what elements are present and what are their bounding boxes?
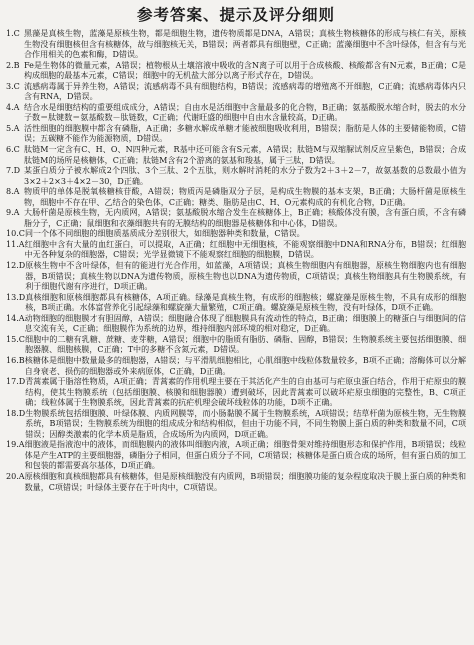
answer-text: 核糖体是细胞中数量最多的细胞器，A错误；与平滑肌细胞相比，心肌细胞中线粒体数量较多，B项不正确；溶酶体可以分解自身衰老、损伤的细胞器或外来病原体，C正确，D正确。 (24, 355, 466, 376)
answer-number: 8.A (6, 187, 20, 197)
answer-item (6, 82, 466, 103)
answer-item (6, 61, 466, 82)
answer-item (6, 472, 466, 493)
answer-number: 3.C (6, 81, 20, 91)
answer-number: 9.A (6, 208, 20, 218)
answer-number: 19.A (6, 440, 25, 450)
answer-number: 4.A (6, 102, 20, 112)
answer-text: 原核生物中不含叶绿体，但有的能进行光合作用，如蓝藻，A项错误；真核生物细胞内有细胞器，原核生物细胞内也有细胞器，B项错误；真核生物以DNA为遗传物质，原核生物也以DNA为遗传物质，C项错误；真核生物细胞具有生物膜系统，有利于细胞代谢有序进行，D项正确。 (25, 261, 466, 292)
answer-number: 11.A (6, 239, 25, 249)
answer-text: 大肠杆菌是原核生物，无内质网，A错误；氨基酸脱水缩合发生在核糖体上，B正确；核酸体没有膜，含有蛋白质，不含有磷脂分子，C正确；鼠细胞和衣藻细胞共有的无膜结构的细胞器是核糖体和中心体，D错误。 (24, 208, 466, 228)
answer-item (6, 187, 466, 208)
answer-text: 同一个体不同细胞的细胞质基质成分差别很大，如细胞器种类和数量，C错误。 (24, 229, 305, 239)
answer-number: 5.A (6, 123, 20, 133)
answer-number: 6.C (6, 145, 20, 155)
answer-text: 动物细胞的细胞膜才有胆固醇，A错误；细胞融合体现了细胞膜具有流动性的特点，B正确；细胞膜上的糖蛋白与细胞间的信息交流有关，C正确；细胞膜作为系统的边界，维持细胞内部环境的相对稳定，D正确。 (24, 313, 466, 334)
answer-text: 结合水是细胞结构的重要组成成分，A错误；自由水是活细胞中含量最多的化合物，B正确；氨基酸脱水缩合时，脱去的水分子数＝肽键数＝氨基酸数－肽链数，C正确；代谢旺盛的细胞中自由水含量较高，D正确。 (24, 102, 466, 123)
answer-item (6, 240, 466, 261)
answer-text: 某蛋白质分子被水解成2个四肽、3个三肽、2个五肽，则水解时消耗的水分子数为2＋3＋2－7，故氨基数的总数最小值为3×2＋2×3＋4×2－30，D正确。 (24, 166, 466, 186)
answer-item (6, 208, 466, 229)
answer-text: 细胞液是指液泡中的液体，而细胞膜内的液体叫细胞内液，A项正确；细胞骨架对维持细胞形态和保护作用，B项错误；线粒体是产生ATP的主要细胞器，磷脂分子相同，但蛋白质分子不同，C项错误；核糖体是蛋白质合成的场所，但有蛋白质的加工和包装的都需要高尔基体，D项正确。 (24, 440, 466, 471)
answer-text: 红细胞中含有大量的血红蛋白，可以提取，A正确；红细胞中无细胞核，不能观察细胞中DNA和RNA分布，B错误；红细胞中无各种复杂的细胞器，C错误；光学显微镜下不能观察红细胞的细胞膜，D错误。 (24, 239, 466, 260)
answer-number: 1.C (6, 29, 20, 38)
answer-text: 原核细胞和真核细胞都具有核糖体，但是原核细胞没有内质网，B项错误；细胞膜功能的复杂程度取决于膜上蛋白质的种类和数量，C项错误；叶绿体主要存在于叶肉中，C项错误。 (24, 471, 466, 492)
answer-number: 20.A (6, 471, 25, 481)
answer-text: 细胞中的二糖有乳糖、蔗糖、麦芽糖，A错误；细胞中的脂质有脂肪、磷脂、固醇，B错误；生物膜系统主要包括细胞膜、细胞器膜、细胞核膜，C正确；T中的多糖不含氮元素，D错误。 (24, 334, 466, 355)
answer-text: 物质甲的单体是脱氧核糖核苷酸，A错误；物质丙是磷脂双分子层，是构成生物膜的基本支架，B正确；大肠杆菌是原核生物，细胞中不存在甲、乙结合的染色体，C正确；糖类、脂肪是由C、H、O元素构成的有机化合物，D正确。 (24, 187, 466, 207)
answer-item (6, 261, 466, 293)
answer-list (6, 29, 466, 493)
answer-number: 10.C (6, 229, 25, 239)
answer-number: 16.B (6, 355, 25, 365)
answer-item (6, 356, 466, 377)
answer-item (6, 29, 466, 61)
answer-text: Fe是生物体的微量元素，A错误；植物根从土壤溶液中吸收的含N离子可以用于合成核酸、核酸都含有N元素，B正确；C是构成细胞的最基本元素，C错误；细胞中的无机盐大部分以离子形式存在，D错误。 (24, 60, 466, 81)
answer-number: 15.C (6, 334, 25, 344)
answer-text: 流感病毒属于异养生物，A错误；流感病毒不具有细胞结构，B错误；流感病毒的增殖离不开细胞，C正确；流感病毒体内只含有RNA，D错误。 (24, 81, 466, 102)
answer-item (6, 229, 466, 240)
answer-text: 生物膜系统包括细胞膜、叶绿体膜、内质网膜等，而小肠黏膜不属于生物膜系统，A项错误；结草杆菌为原核生物，无生物膜系统，B项错误；生物膜系统为细胞的组成成分和结构相似，但由于功能不同，不同生物膜上蛋白质的种类和数量不同，C项错误；因醇类激素的化学本质是脂质，合成场所为内质网，D项正确。 (25, 408, 466, 439)
answer-number: 14.A (6, 313, 25, 323)
answer-item (6, 103, 466, 124)
answer-text: 青蒿素属于脂溶性物质，A项正确；青蒿素的作用机理主要在于其活化产生的自由基可与疟原虫蛋白结合，作用于疟原虫的膜结构，使其生物膜系统（包括细胞膜、核膜和细胞器膜）遭到破坏，因此青蒿素可以破坏疟原虫细胞的完整性，B、C项正确；线粒体属于生物膜系统，因此青蒿素的抗疟机理会破坏线粒体的功能，D项不正确。 (25, 377, 466, 408)
answer-text: 黑藻是真核生物，蓝藻是原核生物，都是细胞生物，遗传物质都是DNA，A错误；真核生物核糖体的形成与核仁有关，原核生物没有细胞核但含有核糖体，故与细胞核无关，B错误；两者都具有细胞壁，C正确；蓝藻细胞中不含叶绿体，但含有与光合作用相关的色素和酶，D错误。 (24, 29, 466, 60)
answer-item (6, 124, 466, 145)
answer-number: 7.D (6, 166, 21, 176)
answer-item (6, 409, 466, 441)
answer-number: 12.D (6, 261, 26, 271)
answer-item (6, 293, 466, 314)
answer-text: 真核细胞和原核细胞都具有核糖体，A项正确。绿藻是真核生物，有成形的细胞核；螺旋藻是原核生物，不具有成形的细胞核，B项正确。水体富营养化引起绿藻和螺旋藻大量繁殖，C项正确。螺旋藻是原核生物，没有叶绿体，D项不正确。 (25, 292, 466, 313)
answer-item (6, 145, 466, 166)
answer-number: 17.D (6, 377, 26, 387)
answer-item (6, 335, 466, 356)
answer-item (6, 440, 466, 472)
answer-item (6, 314, 466, 335)
answer-item (6, 377, 466, 409)
page-title: 参考答案、提示及评分细则 (136, 6, 335, 24)
answer-text: 肽链M一定含有C、H、O、N四种元素，R基中还可能含有S元素，A错误；肽链M与双缩脲试剂反应呈紫色，B错误；合成肽链M的场所是核糖体，C正确；肽链M含有2个游离的氨基和羧基，属于三肽，D错误。 (24, 145, 466, 165)
answer-number: 13.D (6, 292, 26, 302)
answer-text: 活性细胞的细胞膜中都含有磷脂，A正确；多糖水解成单糖才能被细胞吸收利用，B错误；脂肪是人体的主要储能物质，C错误；五碳糖不能作为能源物质，D错误。 (24, 123, 466, 144)
answer-item (6, 166, 466, 187)
answer-number: 18.D (6, 408, 26, 418)
answer-number: 2.B (6, 60, 20, 70)
